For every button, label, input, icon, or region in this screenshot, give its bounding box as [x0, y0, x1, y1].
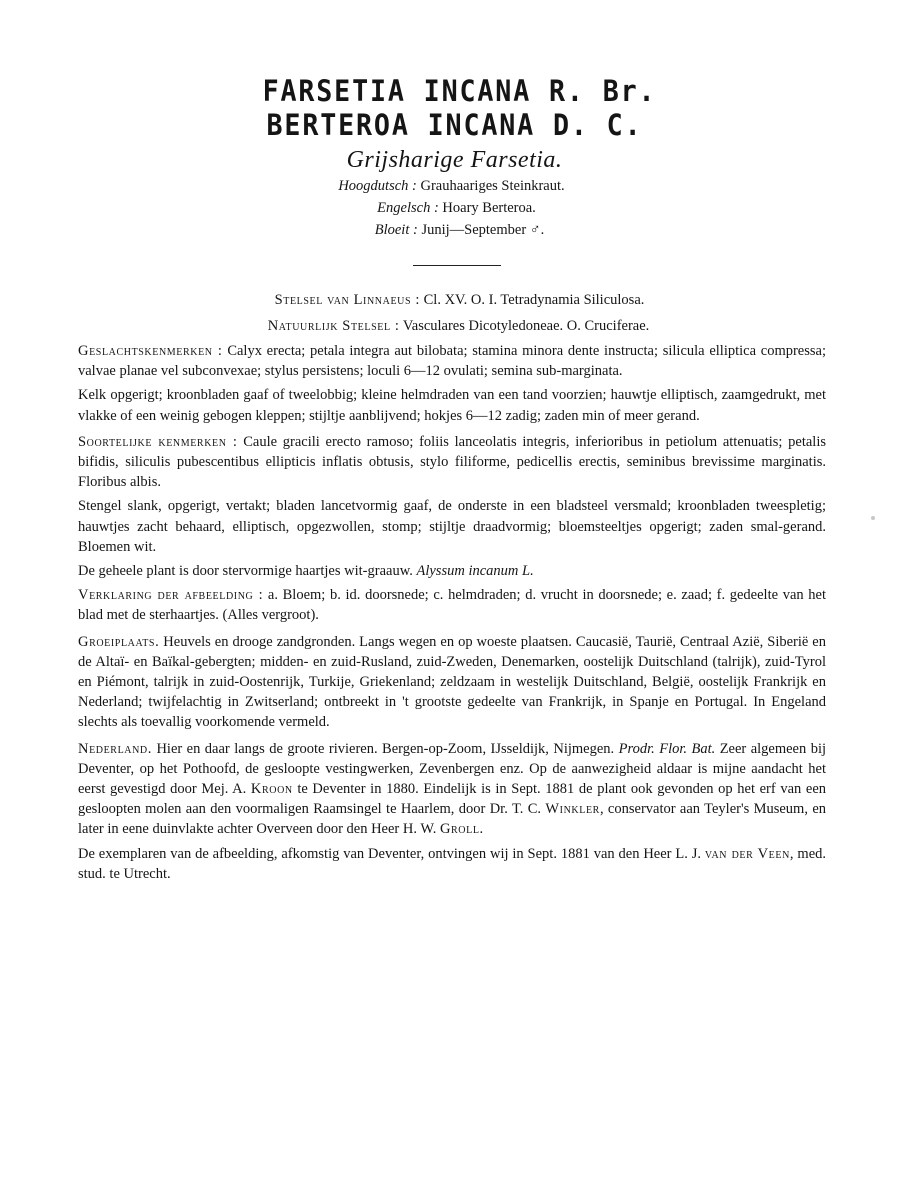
species-label: Soortelijke kenmerken :: [78, 433, 238, 450]
figure-label: Verklaring der afbeelding :: [78, 587, 264, 604]
netherlands-text-d: , conservator aan Teyler's Museum, en later in eene duinvlakte achter Overveen door den Heer H. W.: [78, 801, 827, 838]
synonym-title: BERTEROA INCANA D. C.: [266, 108, 643, 142]
person-van-der-veen: van der Veen: [704, 845, 790, 862]
english-label: Engelsch :: [377, 200, 439, 216]
specimen-note: [78, 844, 826, 884]
flowering-line: [10, 220, 909, 241]
species-title: FARSETIA INCANA R. Br.: [262, 74, 657, 108]
netherlands-label: Nederland.: [78, 740, 152, 757]
species-characters-dutch: [78, 496, 826, 557]
margin-speck: [871, 516, 875, 520]
linnaeus-label: Stelsel van Linnaeus :: [274, 292, 420, 308]
german-label: Hoogdutsch :: [338, 178, 417, 194]
netherlands-text-c: te Deventer in 1880. Eindelijk is in Sept. 1881 de plant ook gevonden op het erf van een gesloopten molen aan den voormaligen Raamsingel te Haarlem, door Dr. T. C.: [78, 781, 827, 818]
title-block: [0, 74, 909, 241]
linnaeus-value: Cl. XV. O. I. Tetradynamia Siliculosa.: [423, 292, 645, 308]
genus-latin-text: Calyx erecta; petala integra aut bilobata; stamina minora dente instructa; silicula elliptica compressa; valvae planae vel subconvexae; stylus persistens; loculi 6—12 ovulati; semina sub-marginata.: [78, 343, 826, 380]
linnaeus-system-line: [10, 289, 909, 311]
genus-characters-latin: [78, 341, 826, 381]
flowering-period: Junij—September ♂.: [421, 222, 545, 238]
person-winkler: Winkler: [545, 801, 600, 818]
netherlands-text-b: Zeer algemeen bij Deventer, op het Pothoofd, de gesloopte vestingwerken, Zevenbergen enz. Op de aanwezigheid aldaar is mijne aandacht het eerst gevestigd door Mej. A.: [78, 740, 827, 798]
natural-system-line: [8, 315, 909, 337]
genus-dutch-text: Kelk opgerigt; kroonbladen gaaf of tweelobbig; kleine helmdraden van een tand voorzien; hauwtje elliptisch, zaamgedrukt, met vlakke of een weinig gebogen kleppen; stijltje aanblijvend; hokjes 6—12 zadig; zaden min of meer gerand.: [78, 387, 826, 424]
natural-system-value: Vasculares Dicotyledoneae. O. Cruciferae.: [402, 318, 650, 334]
netherlands-text-a: Hier en daar langs de groote rivieren. Bergen-op-Zoom, IJsseldijk, Nijmegen.: [156, 740, 615, 757]
flowering-label: Bloeit :: [374, 222, 418, 238]
specimen-text-a: De exemplaren van de afbeelding, afkomstig van Deventer, ontvingen wij in Sept. 1881 van den Heer L. J.: [78, 845, 702, 862]
dutch-common-name: Grijsharige Farsetia.: [346, 147, 563, 173]
english-name: Hoary Berteroa.: [442, 200, 536, 216]
species-latin-text: Caule gracili erecto ramoso; foliis lanceolatis integris, inferioribus in petiolum attenuatis; petalis bifidis, siliculis pubescentibus ellipticis inflatis obtusis, stylo filiforme, pedicellis erectis, seminibus brevissime marginatis. Floribus albis.: [78, 433, 826, 491]
prodromus-reference: Prodr. Flor. Bat.: [618, 740, 716, 757]
person-kroon: Kroon: [250, 781, 293, 798]
genus-label: Geslachtskenmerken :: [78, 343, 223, 359]
plant-note-text: De geheele plant is door stervormige haartjes wit-graauw.: [78, 563, 413, 580]
habitat-text: Heuvels en drooge zandgronden. Langs wegen en op woeste plaatsen. Caucasië, Taurië, Centraal Azië, Siberië en de Altaï- en Baïkal-gebergten; midden- en zuid-Rusland, zuid-Zweden, Denemarken, oostelijk Duitschland (talrijk), zuid-Tyrol en Piémont, talrijk in zuid-Oostenrijk, Turkije, Griekenland; zeldzaam in westelijk Duitschland, België, oostelijk Frankrijk en Nederland; twijfelachtig in Zwitserland; ontbreekt in 't grootste gedeelte van Frankrijk, in Spanje en Portugal. In Engeland slechts als toevallig voorkomende vermeld.: [78, 633, 826, 731]
separator-rule: [413, 265, 501, 266]
habitat-label: Groeiplaats.: [78, 633, 160, 650]
netherlands-section: [78, 739, 826, 840]
german-name-line: [0, 176, 909, 197]
figure-text: a. Bloem; b. id. doorsnede; c. helmdraden; d. vrucht in doorsnede; e. zaad; f. gedeelte van het blad met de sterhaartjes. (Alles vergroot).: [78, 587, 827, 624]
figure-explanation: [78, 585, 826, 625]
species-dutch-text: Stengel slank, opgerigt, vertakt; bladen lancetvormig gaaf, de onderste in een bladsteel versmald; kroonbladen tweespletig; hauwtjes zacht behaard, elliptisch, opgezwollen, stomp; stijltje draadvormig; bloemsteeltjes opgerigt; zaden smal-gerand. Bloemen wit.: [78, 498, 826, 555]
species-characters-latin: [78, 432, 826, 493]
english-name-line: [4, 198, 909, 219]
habitat-section: [78, 632, 826, 733]
plant-note: [78, 561, 826, 581]
specimen-text-b: , med. stud. te Utrecht.: [78, 845, 826, 882]
plant-synonym: Alyssum incanum L.: [416, 563, 534, 580]
natural-system-label: Natuurlijk Stelsel :: [267, 318, 400, 334]
person-groll: Groll: [439, 821, 480, 838]
genus-characters-dutch: [78, 385, 826, 425]
netherlands-text-e: .: [479, 821, 484, 838]
german-name: Grauhaariges Steinkraut.: [420, 178, 565, 194]
body-text: [78, 341, 826, 884]
